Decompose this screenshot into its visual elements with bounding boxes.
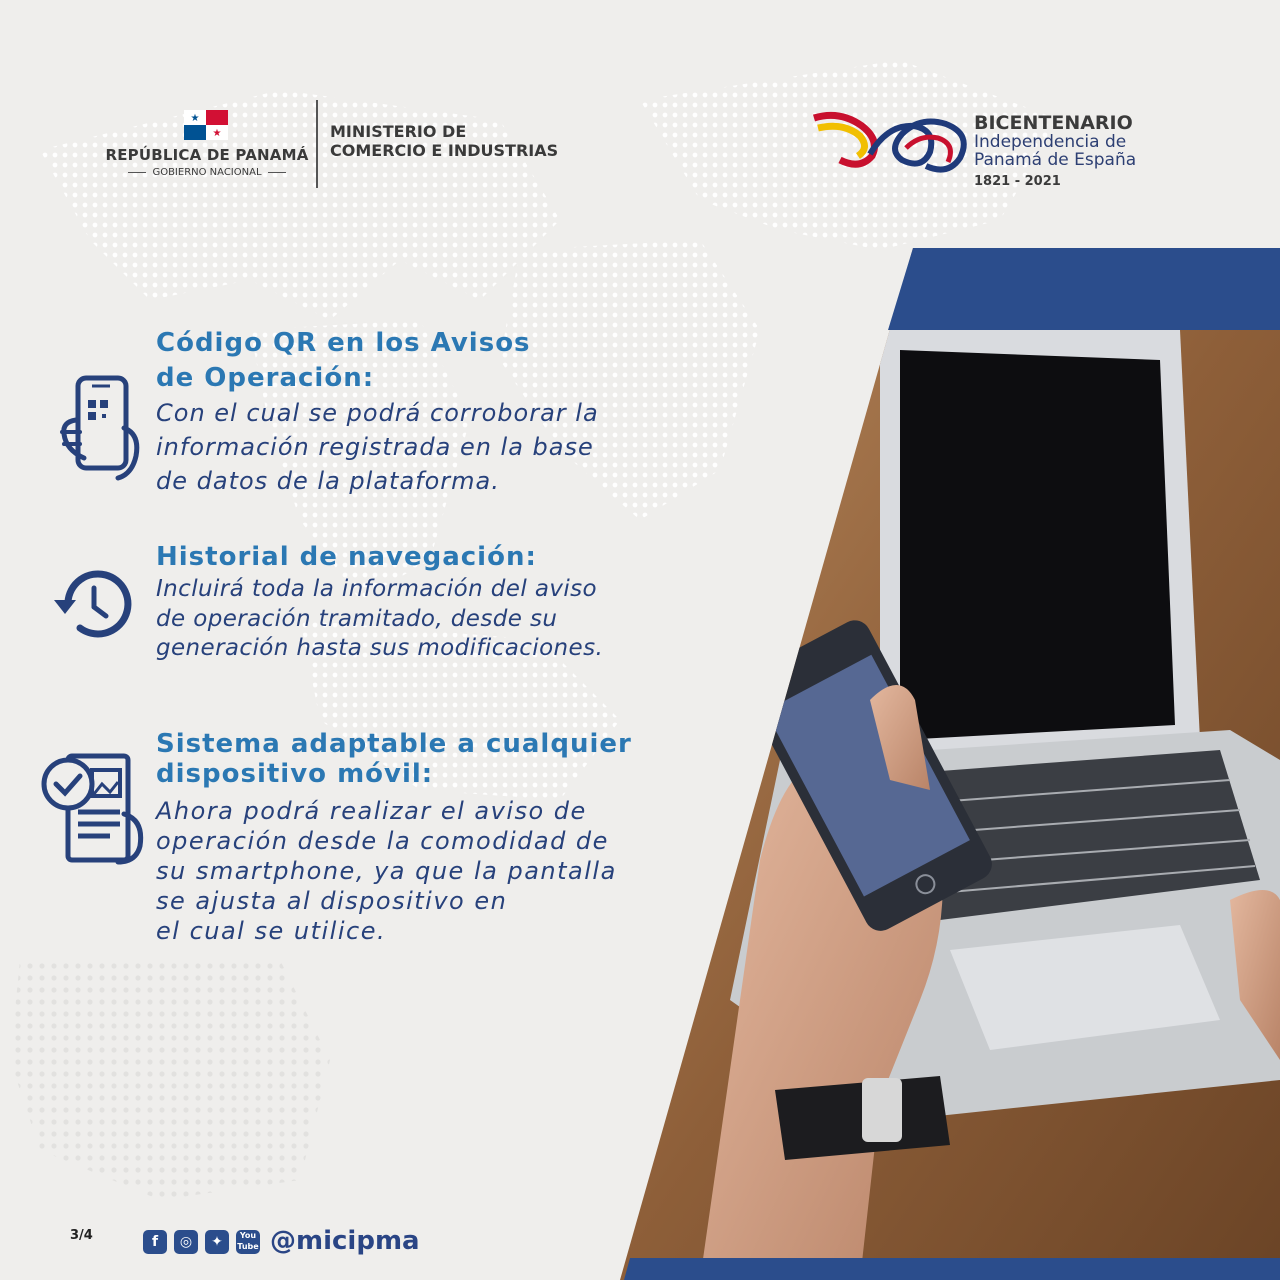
ministry-line-1: MINISTERIO DE <box>330 122 467 141</box>
bicentenario-line-1: Independencia de <box>974 132 1127 152</box>
svg-text:★: ★ <box>190 113 200 124</box>
feature-1-body-line-3: de datos de la plataforma. <box>156 467 500 495</box>
ministry-line-2: COMERCIO E INDUSTRIAS <box>330 141 559 160</box>
government-subtitle: GOBIERNO NACIONAL <box>104 167 310 178</box>
svg-text:★: ★ <box>212 128 222 139</box>
feature-3-body-line-5: el cual se utilice. <box>156 917 387 945</box>
page-number: 3/4 <box>70 1228 93 1243</box>
feature-3-title-line-2: dispositivo móvil: <box>156 759 434 789</box>
instagram-icon[interactable]: ◎ <box>174 1230 198 1254</box>
feature-3-title-line-1: Sistema adaptable a cualquier <box>156 729 632 759</box>
feature-1-body-line-2: información registrada en la base <box>156 433 594 461</box>
feature-2-body-line-3: generación hasta sus modificaciones. <box>156 635 604 661</box>
phone-qr-icon <box>58 374 142 482</box>
bicentenario-line-2: Panamá de España <box>974 150 1137 170</box>
feature-3-body-line-1: Ahora podrá realizar el aviso de <box>156 797 587 825</box>
feature-3-body-line-2: operación desde la comodidad de <box>156 827 609 855</box>
header-divider <box>316 100 318 188</box>
twitter-icon[interactable]: ✦ <box>205 1230 229 1254</box>
feature-2-body-line-2: de operación tramitado, desde su <box>156 606 558 632</box>
facebook-icon[interactable]: f <box>143 1230 167 1254</box>
bicentenario-title: BICENTENARIO <box>974 112 1133 134</box>
panama-flag-icon <box>184 110 228 140</box>
republic-title: REPÚBLICA DE PANAMÁ <box>105 146 309 164</box>
feature-1-title-line-2: de Operación: <box>156 363 375 393</box>
mobile-check-icon <box>40 750 148 866</box>
bicentenario-years: 1821 - 2021 <box>974 174 1061 189</box>
history-clock-icon <box>50 570 134 640</box>
social-handle[interactable]: @micipma <box>270 1226 420 1256</box>
feature-1-body-line-1: Con el cual se podrá corroborar la <box>156 399 599 427</box>
bicentenario-ribbon-logo <box>810 104 976 180</box>
feature-1-title-line-1: Código QR en los Avisos <box>156 328 531 358</box>
ministry-name <box>330 122 558 160</box>
feature-3-body-line-3: su smartphone, ya que la pantalla <box>156 857 617 885</box>
feature-2-title: Historial de navegación: <box>156 542 537 572</box>
feature-3-body-line-4: se ajusta al dispositivo en <box>156 887 508 915</box>
feature-2-body-line-1: Incluirá toda la información del aviso <box>156 576 598 602</box>
youtube-icon[interactable]: You Tube <box>236 1230 260 1254</box>
